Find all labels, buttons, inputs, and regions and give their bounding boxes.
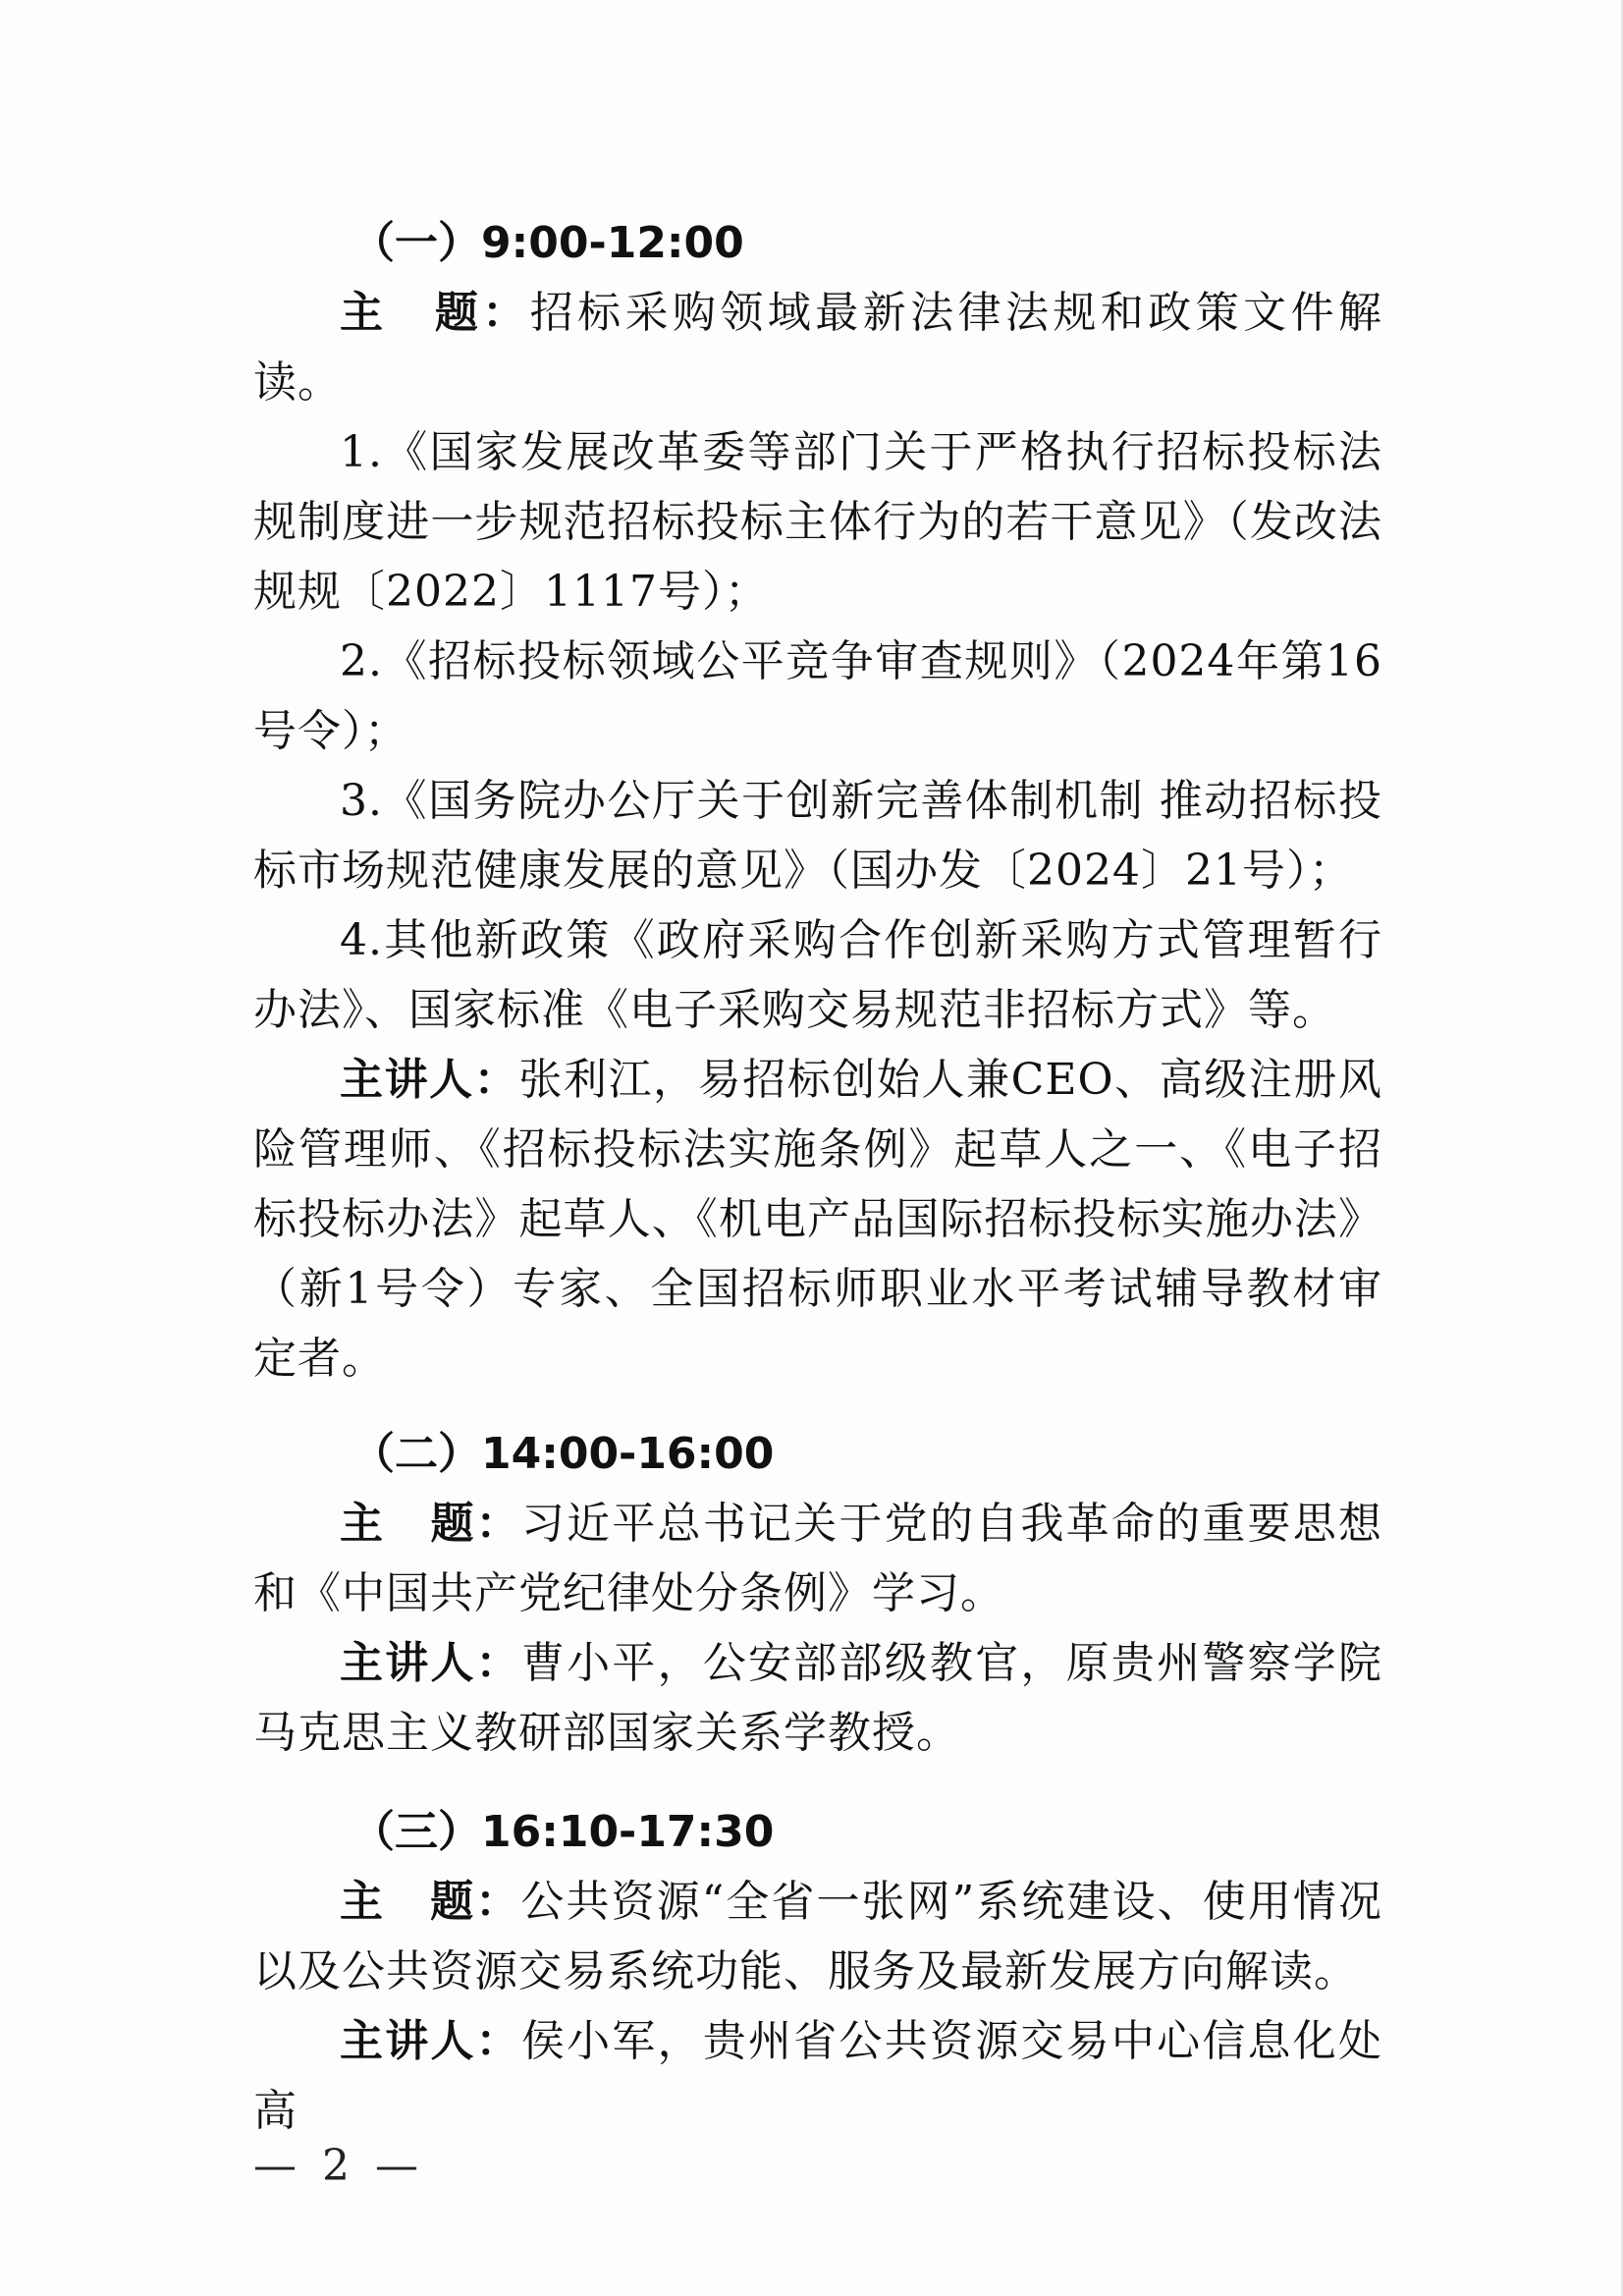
section-2-speaker (253, 1628, 1382, 1768)
section-3-speaker-label: 主讲人： (340, 2016, 521, 2066)
section-2-time-heading: （二）14:00-16:00 (352, 1429, 775, 1479)
section-2-topic-label: 主 题： (340, 1499, 521, 1549)
section-1-topic-text: 招标采购领域最新法律法规和政策文件解读。 (253, 288, 1383, 408)
section-1-item-3: 3.《国务院办公厅关于创新完善体制机制 推动招标投标市场规范健康发展的意见》（国办发〔2024〕21号）； (253, 776, 1382, 896)
section-1-topic-label: 主 题： (340, 288, 530, 338)
section-3-time-heading: （三）16:10-17:30 (352, 1807, 775, 1857)
document-body (253, 208, 1382, 2146)
section-3-speaker (253, 2006, 1382, 2146)
section-1-speaker (253, 1045, 1382, 1394)
section-1-item-1: 1.《国家发展改革委等部门关于严格执行招标投标法规制度进一步规范招标投标主体行为的若干意见》（发改法规规〔2022〕1117号）； (253, 427, 1382, 617)
page-number: — 2 — (253, 2141, 424, 2191)
section-3-speaker-text: 侯小军，贵州省公共资源交易中心信息化处高 (253, 2016, 1383, 2136)
section-1-time-heading: （一）9:00-12:00 (352, 218, 744, 268)
section-1-item-2: 2.《招标投标领域公平竞争审查规则》（2024年第16号令）； (253, 636, 1382, 756)
section-2-speaker-text: 曹小平，公安部部级教官，原贵州警察学院马克思主义教研部国家关系学教授。 (253, 1638, 1383, 1758)
section-1-topic (253, 278, 1382, 417)
section-1-item-4: 4.其他新政策《政府采购合作创新采购方式管理暂行办法》、国家标准《电子采购交易规范非招标方式》等。 (253, 915, 1382, 1035)
section-3-topic-label: 主 题： (340, 1877, 521, 1927)
section-3-topic (253, 1867, 1382, 2006)
section-2-topic-text: 习近平总书记关于党的自我革命的重要思想和《中国共产党纪律处分条例》学习。 (253, 1499, 1383, 1618)
section-1-speaker-text: 张利江，易招标创始人兼CEO、高级注册风险管理师、《招标投标法实施条例》起草人之一、《电子招标投标办法》起草人、《机电产品国际招标投标实施办法》（新1号令）专家、全国招标师职业水平考试辅导教材审定者。 (253, 1055, 1382, 1384)
section-2-topic (253, 1489, 1382, 1628)
section-3-topic-text: 公共资源“全省一张网”系统建设、使用情况以及公共资源交易系统功能、服务及最新发展方向解读。 (253, 1877, 1382, 1996)
section-2-speaker-label: 主讲人： (340, 1638, 521, 1688)
section-1-speaker-label: 主讲人： (340, 1055, 519, 1105)
